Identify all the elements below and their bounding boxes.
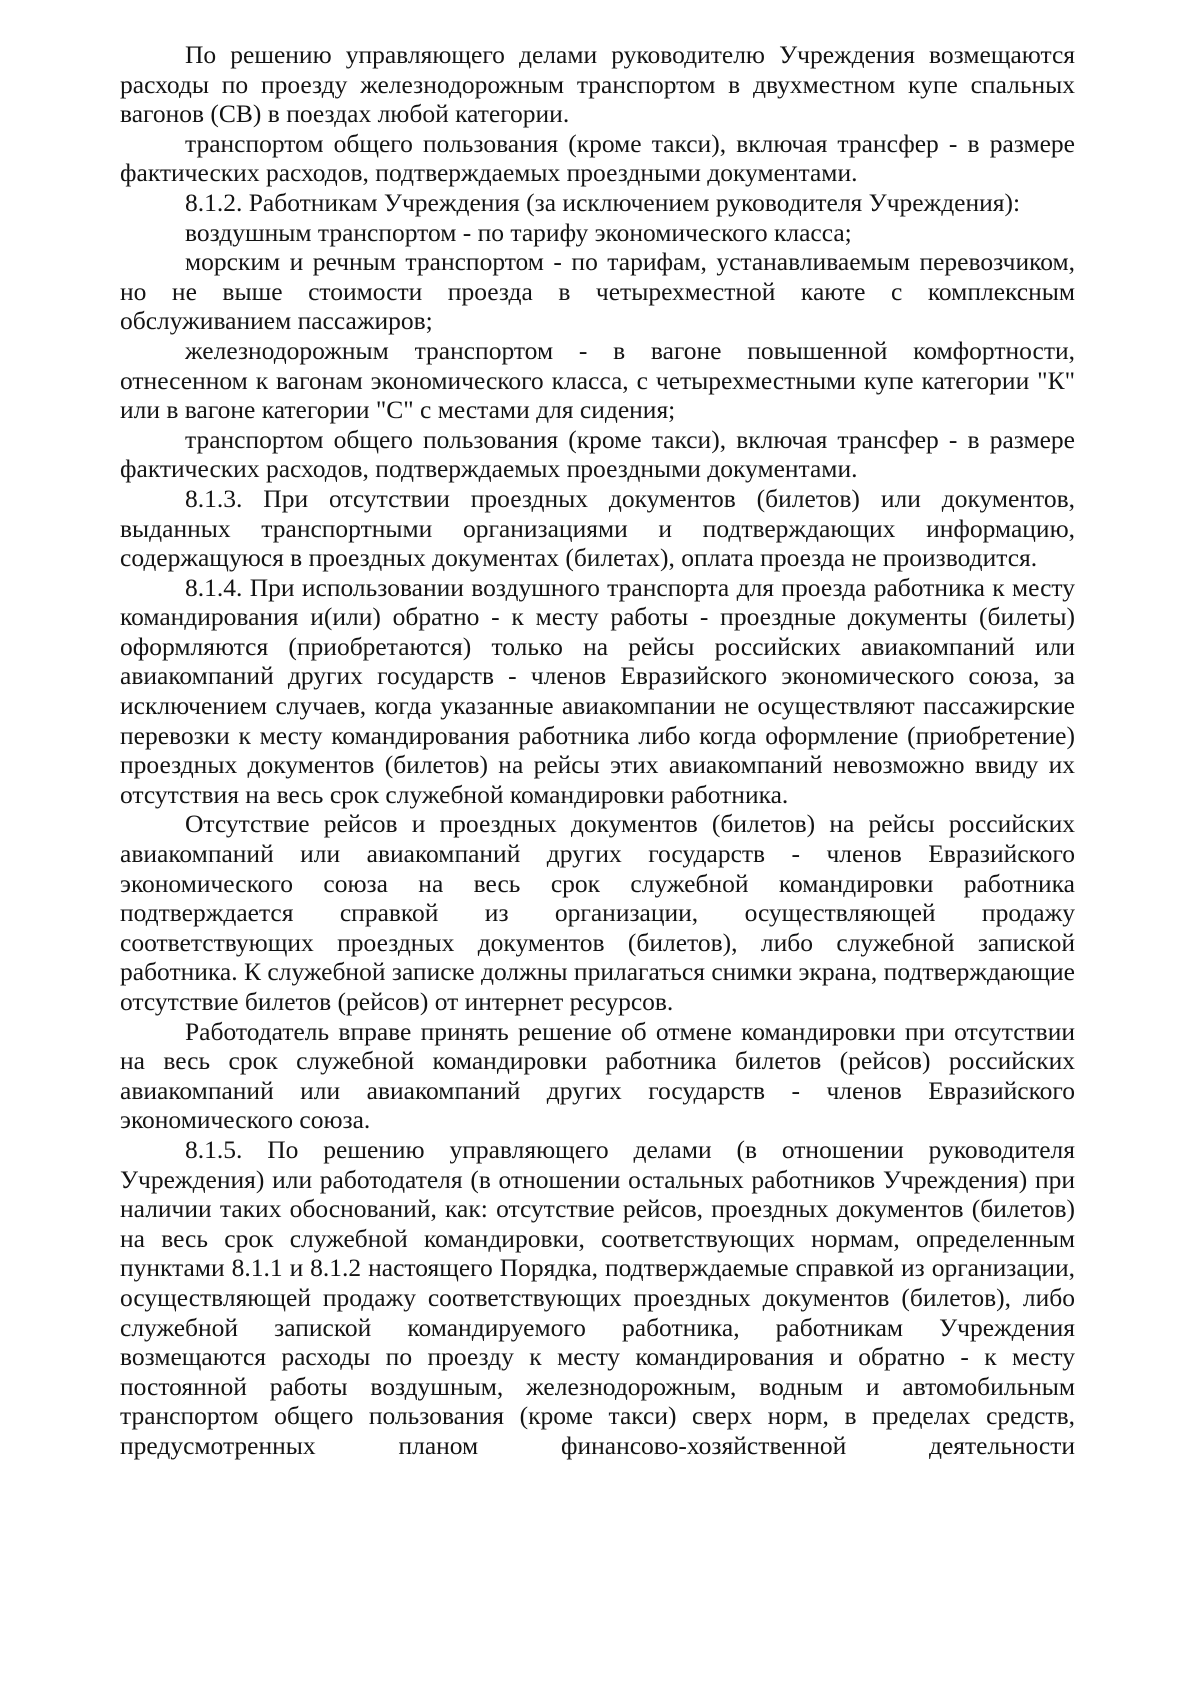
paragraph-sea-river-transport: морским и речным транспортом - по тарифам, устанавливаемым перевозчиком, но не выше стоимости проезда в четырехместной каюте с комплексным обслуживанием пассажиров; <box>120 247 1075 336</box>
paragraph-public-transport-head: транспортом общего пользования (кроме такси), включая трансфер - в размере фактических расходов, подтверждаемых проездными документами. <box>120 128 1075 188</box>
paragraph-sv-wagons: По решению управляющего делами руководителю Учреждения возмещаются расходы по проезду железнодорожным транспортом в двухместном купе спальных вагонов (СВ) в поездах любой категории. <box>120 40 1075 129</box>
paragraph-employer-cancel: Работодатель вправе принять решение об отмене командировки при отсутствии на весь срок служебной командировки работника билетов (рейсов) российских авиакомпаний или авиакомпаний других государств - членов Евразийского экономического союза. <box>120 1016 1075 1135</box>
paragraph-8-1-3: 8.1.3. При отсутствии проездных документов (билетов) или документов, выданных транспортными организациями и подтверждающих информацию, содержащуюся в проездных документах (билетах), оплата проезда не производится. <box>120 483 1075 573</box>
paragraph-air-transport: воздушным транспортом - по тарифу экономического класса; <box>185 217 852 247</box>
paragraph-rail-transport: железнодорожным транспортом - в вагоне повышенной комфортности, отнесенном к вагонам экономического класса, с четырехместными купе категории "К" или в вагоне категории "С" с местами для сидения; <box>120 335 1075 425</box>
paragraph-8-1-4: 8.1.4. При использовании воздушного транспорта для проезда работника к месту командирования и(или) обратно - к месту работы - проездные документы (билеты) оформляются (приобретаются) только на рейсы российских авиакомпаний или авиакомпаний других государств - членов Евразийского экономического союза, за исключением случаев, когда указанные авиакомпании не осуществляют пассажирские перевозки к месту командирования работника либо когда оформление (приобретение) проездных документов (билетов) на рейсы этих авиакомпаний невозможно ввиду их отсутствия на весь срок служебной командировки работника. <box>120 572 1075 809</box>
paragraph-public-transport-staff: транспортом общего пользования (кроме такси), включая трансфер - в размере фактических расходов, подтверждаемых проездными документами. <box>120 424 1075 484</box>
paragraph-8-1-2: 8.1.2. Работникам Учреждения (за исключением руководителя Учреждения): <box>185 187 1021 217</box>
document-page <box>120 40 1075 1461</box>
paragraph-8-1-5: 8.1.5. По решению управляющего делами (в отношении руководителя Учреждения) или работодателя (в отношении остальных работников Учреждения) при наличии таких обоснований, как: отсутствие рейсов, проездных документов (билетов) на весь срок служебной командировки, соответствующих нормам, определенным пунктами 8.1.1 и 8.1.2 настоящего Порядка, подтверждаемые справкой из организации, осуществляющей продажу соответствующих проездных документов (билетов), либо служебной запиской командируемого работника, работникам Учреждения возмещаются расходы по проезду к месту командирования и обратно - к месту постоянной работы воздушным, железнодорожным, водным и автомобильным транспортом общего пользования (кроме такси) сверх норм, в пределах средств, предусмотренных планом финансово-хозяйственной деятельности <box>120 1134 1075 1460</box>
paragraph-absence-of-flights: Отсутствие рейсов и проездных документов (билетов) на рейсы российских авиакомпаний или авиакомпаний других государств - членов Евразийского экономического союза на весь срок служебной командировки работника подтверждается справкой из организации, осуществляющей продажу соответствующих проездных документов (билетов), либо служебной запиской работника. К служебной записке должны прилагаться снимки экрана, подтверждающие отсутствие билетов (рейсов) от интернет ресурсов. <box>120 809 1075 1016</box>
